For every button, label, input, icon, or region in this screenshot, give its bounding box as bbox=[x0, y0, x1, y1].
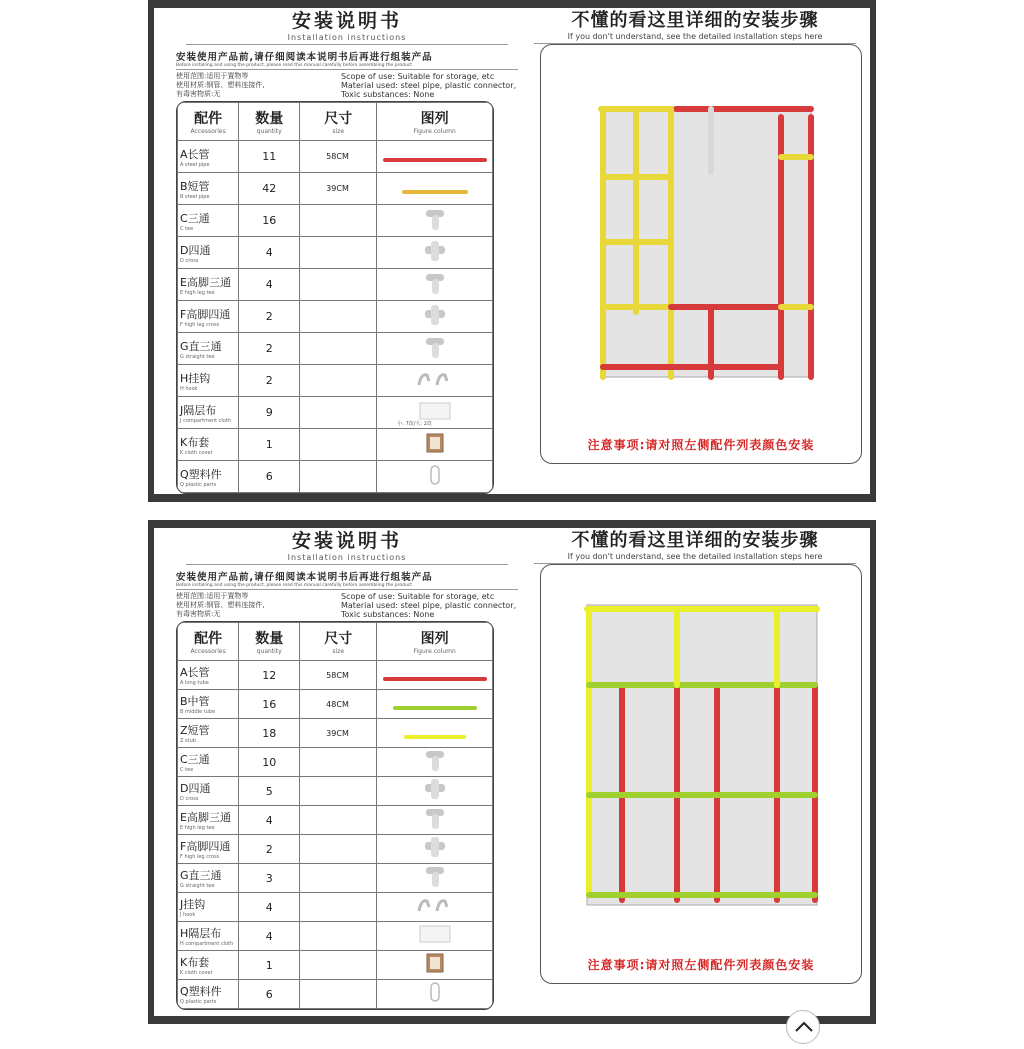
part-name bbox=[178, 461, 239, 493]
part-name-en: A long tube bbox=[180, 680, 209, 686]
part-figure bbox=[377, 806, 493, 835]
part-name-cn: H隔层布 bbox=[180, 927, 222, 940]
table-row bbox=[178, 333, 493, 365]
part-figure bbox=[377, 205, 493, 237]
column-header-cn: 配件 bbox=[194, 111, 223, 127]
cloth-cover-icon bbox=[425, 439, 445, 458]
instruction-sheet-top bbox=[148, 0, 876, 502]
part-name-cn: D四通 bbox=[180, 243, 211, 257]
cross-connector-icon bbox=[422, 786, 448, 805]
scope-en-line: Toxic substances: None bbox=[341, 90, 435, 99]
part-figure bbox=[377, 864, 493, 893]
part-size bbox=[300, 777, 377, 806]
scope-info bbox=[176, 592, 518, 619]
tube-color-bar bbox=[404, 735, 466, 739]
wardrobe-diagram bbox=[540, 44, 862, 464]
table-row bbox=[178, 980, 493, 1009]
column-header bbox=[239, 103, 300, 141]
part-size bbox=[300, 269, 377, 301]
column-header-en: Figure column bbox=[413, 648, 456, 655]
part-figure bbox=[377, 719, 493, 748]
part-size: 58CM bbox=[300, 141, 377, 173]
part-name bbox=[178, 301, 239, 333]
column-header-cn: 数量 bbox=[255, 631, 284, 647]
part-name-en: C tee bbox=[180, 225, 194, 232]
manual-title: 安装说明书 bbox=[291, 10, 402, 32]
part-name-en: K cloth cover bbox=[180, 970, 213, 976]
scope-info bbox=[176, 72, 518, 99]
part-name-cn: G直三通 bbox=[180, 869, 222, 882]
guide-subtitle: If you don't understand, see the detailed installation steps here bbox=[534, 32, 856, 44]
part-quantity: 3 bbox=[239, 864, 300, 893]
part-name bbox=[178, 237, 239, 269]
part-name-cn: B中管 bbox=[180, 695, 210, 708]
part-size bbox=[300, 893, 377, 922]
part-quantity: 5 bbox=[239, 777, 300, 806]
table-row bbox=[178, 777, 493, 806]
intro-text: 安装使用产品前,请仔细阅读本说明书后再进行组装产品 bbox=[176, 572, 433, 583]
part-figure bbox=[377, 269, 493, 301]
tube-color-bar bbox=[393, 706, 477, 710]
cross-connector-icon bbox=[422, 844, 448, 863]
table-row bbox=[178, 661, 493, 690]
column-header-cn: 图列 bbox=[420, 631, 449, 647]
table-row bbox=[178, 748, 493, 777]
tube-color-bar bbox=[383, 677, 487, 681]
intro-text-en: Before installing and using the product, please read this manual carefully before assembling the product bbox=[176, 583, 518, 590]
scope-en-line: Material used: steel pipe, plastic connector, bbox=[341, 601, 517, 610]
column-header-en: Accessories bbox=[190, 648, 226, 655]
assembly-guide-section bbox=[526, 528, 864, 1016]
manual-subtitle: Installation instructions bbox=[186, 33, 508, 45]
part-name-en: Q plastic parts bbox=[180, 999, 217, 1005]
table-row bbox=[178, 690, 493, 719]
table-row bbox=[178, 397, 493, 429]
tee-connector-icon bbox=[422, 344, 448, 363]
guide-subtitle: If you don't understand, see the detailed installation steps here bbox=[534, 552, 856, 564]
part-name bbox=[178, 777, 239, 806]
part-name bbox=[178, 864, 239, 893]
part-name bbox=[178, 429, 239, 461]
part-name-cn: G直三通 bbox=[180, 339, 222, 353]
part-name bbox=[178, 365, 239, 397]
part-size bbox=[300, 333, 377, 365]
part-name-en: J hook bbox=[180, 912, 196, 918]
column-header-cn: 尺寸 bbox=[324, 631, 353, 647]
part-name-cn: J隔层布 bbox=[180, 403, 217, 417]
part-figure bbox=[377, 141, 493, 173]
table-row bbox=[178, 893, 493, 922]
part-figure bbox=[377, 661, 493, 690]
cross-connector-icon bbox=[422, 312, 448, 331]
part-quantity: 4 bbox=[239, 806, 300, 835]
cross-connector-icon bbox=[422, 248, 448, 267]
part-figure bbox=[377, 429, 493, 461]
table-row bbox=[178, 141, 493, 173]
part-quantity: 2 bbox=[239, 835, 300, 864]
plastic-part-icon bbox=[428, 471, 442, 490]
part-name-cn: A长管 bbox=[180, 666, 210, 679]
column-header-en: Figure column bbox=[413, 128, 456, 135]
part-name-cn: Z短管 bbox=[180, 724, 210, 737]
column-header-en: size bbox=[332, 128, 345, 135]
part-name bbox=[178, 893, 239, 922]
part-figure bbox=[377, 333, 493, 365]
column-header bbox=[178, 623, 239, 661]
part-figure bbox=[377, 461, 493, 493]
part-size bbox=[300, 429, 377, 461]
manual-title: 安装说明书 bbox=[291, 530, 402, 552]
part-name-en: H compartment cloth bbox=[180, 941, 234, 947]
wardrobe-frame-illustration bbox=[577, 595, 827, 925]
part-quantity: 10 bbox=[239, 748, 300, 777]
part-figure bbox=[377, 951, 493, 980]
table-row bbox=[178, 864, 493, 893]
part-quantity: 42 bbox=[239, 173, 300, 205]
part-size bbox=[300, 922, 377, 951]
part-name-cn: E高脚三通 bbox=[180, 811, 231, 824]
part-name bbox=[178, 269, 239, 301]
part-figure bbox=[377, 365, 493, 397]
part-size: 58CM bbox=[300, 661, 377, 690]
part-figure bbox=[377, 922, 493, 951]
part-size bbox=[300, 748, 377, 777]
part-name-en: Z stub bbox=[180, 738, 196, 744]
tube-color-bar bbox=[383, 158, 487, 162]
part-name-en: F high leg cross bbox=[180, 854, 220, 860]
column-header-cn: 尺寸 bbox=[324, 111, 353, 127]
table-row bbox=[178, 835, 493, 864]
part-size bbox=[300, 951, 377, 980]
part-name-cn: F高脚四通 bbox=[180, 307, 231, 321]
scope-en-line: Material used: steel pipe, plastic connector, bbox=[341, 81, 517, 90]
part-name-en: A steel pipe bbox=[180, 161, 210, 168]
column-header bbox=[239, 623, 300, 661]
part-size bbox=[300, 205, 377, 237]
part-name-cn: C三通 bbox=[180, 753, 210, 766]
part-quantity: 2 bbox=[239, 301, 300, 333]
part-size bbox=[300, 397, 377, 429]
part-quantity: 16 bbox=[239, 690, 300, 719]
part-name bbox=[178, 748, 239, 777]
column-header-en: quantity bbox=[256, 648, 282, 655]
part-figure bbox=[377, 893, 493, 922]
scope-cn-line: 使用材质:钢管、塑料连接件, bbox=[176, 81, 265, 89]
part-size: 39CM bbox=[300, 173, 377, 205]
part-name-cn: K布套 bbox=[180, 435, 210, 449]
part-size bbox=[300, 806, 377, 835]
column-header bbox=[377, 103, 493, 141]
scope-cn-line: 有毒害物质:无 bbox=[176, 90, 221, 98]
part-name-en: J compartment cloth bbox=[180, 417, 231, 424]
cloth-size-note: 小: 7改/大: 2改 bbox=[397, 421, 432, 427]
parts-list-section bbox=[176, 528, 518, 1016]
part-figure bbox=[377, 777, 493, 806]
table-row bbox=[178, 301, 493, 333]
part-name-en: Q plastic parts bbox=[180, 481, 217, 488]
table-header-row bbox=[178, 623, 493, 661]
scope-cn-line: 使用材质:钢管、塑料连接件, bbox=[176, 601, 265, 609]
part-name-cn: E高脚三通 bbox=[180, 275, 231, 289]
table-row bbox=[178, 719, 493, 748]
tee-connector-icon bbox=[422, 815, 448, 834]
part-size bbox=[300, 365, 377, 397]
column-header-en: quantity bbox=[256, 128, 282, 135]
table-row bbox=[178, 173, 493, 205]
chevron-up-icon[interactable] bbox=[786, 1010, 820, 1044]
plastic-part-icon bbox=[428, 988, 442, 1007]
table-header-row bbox=[178, 103, 493, 141]
part-name-cn: B短管 bbox=[180, 179, 210, 193]
part-figure bbox=[377, 748, 493, 777]
column-header-en: Accessories bbox=[190, 128, 226, 135]
manual-subtitle: Installation instructions bbox=[186, 553, 508, 565]
part-name-en: E high leg tee bbox=[180, 289, 215, 296]
part-figure bbox=[377, 301, 493, 333]
part-size: 48CM bbox=[300, 690, 377, 719]
intro-text-en: Before installing and using the product, please read this manual carefully before assembling the product bbox=[176, 63, 518, 70]
parts-list-section bbox=[176, 8, 518, 494]
part-name-cn: Q塑料件 bbox=[180, 985, 222, 998]
part-quantity: 12 bbox=[239, 661, 300, 690]
tee-connector-icon bbox=[422, 757, 448, 776]
assembly-guide-section bbox=[526, 8, 864, 494]
part-name bbox=[178, 719, 239, 748]
part-name-en: F high leg cross bbox=[180, 321, 220, 328]
instruction-sheet-bottom bbox=[148, 520, 876, 1024]
part-name bbox=[178, 922, 239, 951]
column-header bbox=[377, 623, 493, 661]
sheet-card bbox=[154, 8, 870, 494]
part-name-en: D cross bbox=[180, 257, 199, 264]
part-quantity: 4 bbox=[239, 922, 300, 951]
install-note: 注意事项:请对照左侧配件列表颜色安装 bbox=[587, 438, 815, 452]
cloth-cover-icon bbox=[425, 959, 445, 978]
part-name bbox=[178, 806, 239, 835]
part-quantity: 11 bbox=[239, 141, 300, 173]
part-quantity: 4 bbox=[239, 893, 300, 922]
column-header-cn: 图列 bbox=[420, 111, 449, 127]
part-name bbox=[178, 397, 239, 429]
wardrobe-diagram bbox=[540, 564, 862, 984]
part-size bbox=[300, 835, 377, 864]
column-header-cn: 配件 bbox=[194, 631, 223, 647]
part-name-en: E high leg tee bbox=[180, 825, 215, 831]
part-name bbox=[178, 173, 239, 205]
parts-table bbox=[176, 621, 494, 1010]
tee-connector-icon bbox=[422, 280, 448, 299]
part-name-cn: K布套 bbox=[180, 956, 210, 969]
part-name bbox=[178, 333, 239, 365]
part-figure bbox=[377, 980, 493, 1009]
part-quantity: 4 bbox=[239, 269, 300, 301]
part-name-en: D cross bbox=[180, 796, 199, 802]
part-figure bbox=[377, 397, 493, 429]
tee-connector-icon bbox=[422, 873, 448, 892]
part-quantity: 2 bbox=[239, 365, 300, 397]
part-name bbox=[178, 690, 239, 719]
part-name bbox=[178, 205, 239, 237]
part-figure bbox=[377, 690, 493, 719]
part-name-en: G straight tee bbox=[180, 883, 215, 889]
part-quantity: 16 bbox=[239, 205, 300, 237]
part-name-en: B middle tube bbox=[180, 709, 216, 715]
sheet-card bbox=[154, 528, 870, 1016]
scope-en-line: Toxic substances: None bbox=[341, 610, 435, 619]
part-name bbox=[178, 980, 239, 1009]
part-name-cn: A长管 bbox=[180, 147, 210, 161]
part-figure bbox=[377, 173, 493, 205]
table-row bbox=[178, 806, 493, 835]
table-row bbox=[178, 922, 493, 951]
scope-cn-line: 使用范围:适用于置物等 bbox=[176, 592, 249, 600]
tube-color-bar bbox=[402, 190, 468, 194]
part-size bbox=[300, 864, 377, 893]
part-figure bbox=[377, 835, 493, 864]
part-name-cn: Q塑料件 bbox=[180, 467, 222, 481]
table-row bbox=[178, 429, 493, 461]
part-name-cn: F高脚四通 bbox=[180, 840, 231, 853]
part-quantity: 2 bbox=[239, 333, 300, 365]
part-size bbox=[300, 980, 377, 1009]
table-row bbox=[178, 269, 493, 301]
scope-en-line: Scope of use: Suitable for storage, etc bbox=[341, 72, 495, 81]
parts-table bbox=[176, 101, 494, 494]
part-name bbox=[178, 951, 239, 980]
part-name-cn: J挂钩 bbox=[180, 898, 206, 911]
part-figure bbox=[377, 237, 493, 269]
scope-cn-line: 使用范围:适用于置物等 bbox=[176, 72, 249, 80]
hook-icon bbox=[415, 374, 455, 393]
part-name-en: K cloth cover bbox=[180, 449, 213, 456]
guide-title: 不懂的看这里详细的安装步骤 bbox=[571, 10, 819, 31]
part-name bbox=[178, 141, 239, 173]
part-name-en: C tee bbox=[180, 767, 194, 773]
table-row bbox=[178, 237, 493, 269]
column-header-en: size bbox=[332, 648, 345, 655]
column-header bbox=[178, 103, 239, 141]
table-row bbox=[178, 461, 493, 493]
table-row bbox=[178, 365, 493, 397]
column-header bbox=[300, 623, 377, 661]
table-row bbox=[178, 951, 493, 980]
tee-connector-icon bbox=[422, 216, 448, 235]
part-name-cn: D四通 bbox=[180, 782, 211, 795]
part-size bbox=[300, 301, 377, 333]
table-row bbox=[178, 205, 493, 237]
hook-icon bbox=[415, 900, 455, 919]
part-name-en: G straight tee bbox=[180, 353, 215, 360]
part-name-en: H hook bbox=[180, 385, 198, 392]
part-quantity: 1 bbox=[239, 951, 300, 980]
part-quantity: 6 bbox=[239, 461, 300, 493]
scope-cn-line: 有毒害物质:无 bbox=[176, 610, 221, 618]
part-name-cn: H挂钩 bbox=[180, 371, 211, 385]
wardrobe-frame-illustration bbox=[591, 97, 821, 397]
part-quantity: 18 bbox=[239, 719, 300, 748]
install-note: 注意事项:请对照左侧配件列表颜色安装 bbox=[587, 958, 815, 972]
part-size bbox=[300, 461, 377, 493]
column-header bbox=[300, 103, 377, 141]
part-name bbox=[178, 661, 239, 690]
cloth-icon bbox=[418, 929, 452, 948]
part-name bbox=[178, 835, 239, 864]
part-quantity: 6 bbox=[239, 980, 300, 1009]
part-quantity: 9 bbox=[239, 397, 300, 429]
column-header-cn: 数量 bbox=[255, 111, 284, 127]
part-name-en: B steel pipe bbox=[180, 193, 210, 200]
part-size: 39CM bbox=[300, 719, 377, 748]
part-size bbox=[300, 237, 377, 269]
intro-text: 安装使用产品前,请仔细阅读本说明书后再进行组装产品 bbox=[176, 52, 433, 63]
part-name-cn: C三通 bbox=[180, 211, 210, 225]
part-quantity: 4 bbox=[239, 237, 300, 269]
part-quantity: 1 bbox=[239, 429, 300, 461]
guide-title: 不懂的看这里详细的安装步骤 bbox=[571, 530, 819, 551]
scope-en-line: Scope of use: Suitable for storage, etc bbox=[341, 592, 495, 601]
